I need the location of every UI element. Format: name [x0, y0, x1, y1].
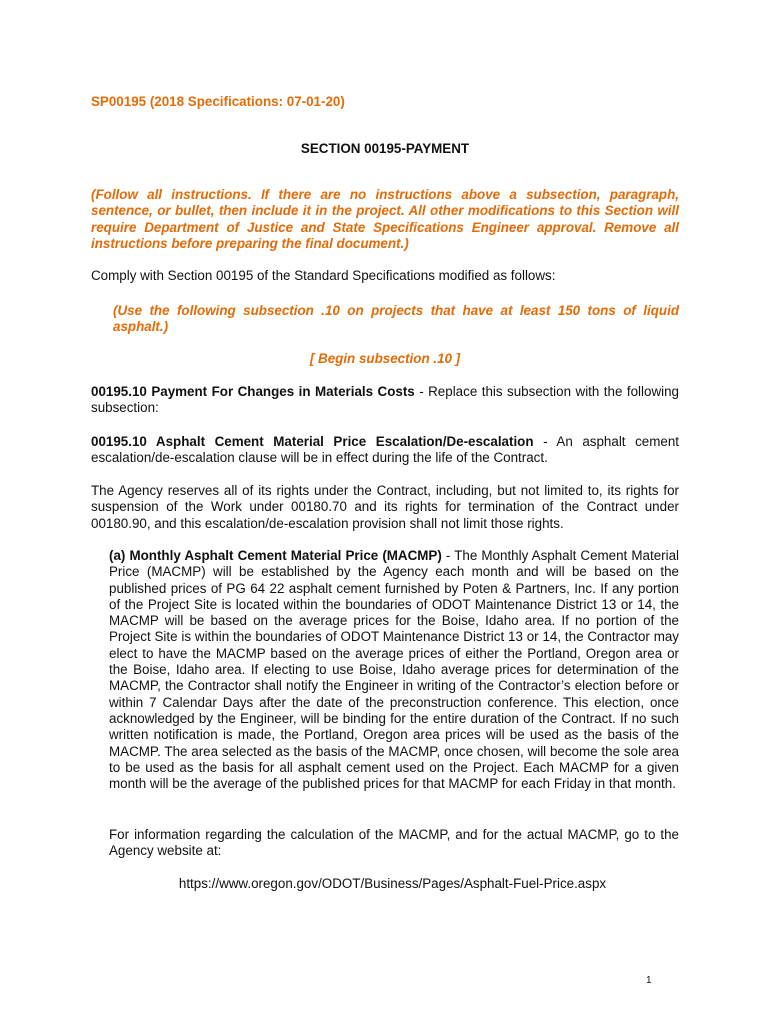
info-text: For information regarding the calculation of the MACMP, and for the actual MACMP, go to the Agency website at: [109, 827, 679, 859]
info-paragraph [109, 827, 679, 860]
intro-paragraph [91, 268, 679, 284]
rights-text: The Agency reserves all of its rights under the Contract, including, but not limited to, its rights for suspension of the Work under 00180.70 and its rights for termination of the Contract under 00180.90, and this escalation/de-escalation provision shall not limit those rights. [91, 483, 679, 531]
intro-text: Comply with Section 00195 of the Standard Specifications modified as follows: [91, 268, 556, 283]
replace-subsection-paragraph [91, 384, 679, 417]
subsection-instructions [113, 303, 679, 336]
begin-subsection-marker [0, 351, 770, 367]
agency-website-url[interactable]: https://www.oregon.gov/ODOT/Business/Pages/Asphalt-Fuel-Price.aspx [178, 876, 607, 891]
spec-code-header: SP00195 (2018 Specifications: 07-01-20) [91, 94, 345, 109]
general-instructions-text: (Follow all instructions. If there are no instructions above a subsection, paragraph, sentence, or bullet, then include it in the project. All other modifications to this Section will require Department of Justice and State Specifications Engineer approval. Remove all instructions before preparing the final document.) [91, 187, 679, 251]
replace-subsection-heading: 00195.10 Payment For Changes in Materials Costs [91, 384, 415, 399]
replace-subsection-text: - Replace this subsection with the following subsection: [91, 384, 679, 416]
macmp-heading: (a) Monthly Asphalt Cement Material Price (MACMP) [109, 548, 442, 563]
section-title: SECTION 00195-PAYMENT [300, 141, 470, 156]
macmp-paragraph [109, 548, 679, 792]
rights-paragraph [91, 483, 679, 532]
page-number: 1 [646, 975, 652, 986]
macmp-text: - The Monthly Asphalt Cement Material Price (MACMP) will be established by the Agency each month and will be based on the published prices of PG 64 22 asphalt cement furnished by Poten & Partners, Inc. If any portion of the Project Site is located within the boundaries of ODOT Maintenance District 13 or 14, the MACMP will be based on the average prices for the Boise, Idaho area. If no portion of the Project Site is within the boundaries of ODOT Maintenance District 13 or 14, the Contractor may elect to have the MACMP based on the average prices of either the Portland, Oregon area or the Boise, Idaho area. If electing to use Boise, Idaho average prices for determination of the MACMP, the Contractor shall notify the Engineer in writing of the Contractor’s election before or within 7 Calendar Days after the date of the preconstruction conference. This election, once acknowledged by the Engineer, will be binding for the entire duration of the Contract. If no such written notification is made, the Portland, Oregon area prices will be used as the basis of the MACMP. The area selected as the basis of the MACMP, once chosen, will become the sole area to be used as the basis for all asphalt cement used on the Project. Each MACMP for a given month will be the average of the published prices for that MACMP for each Friday in that month. [109, 548, 679, 792]
begin-subsection-text: [ Begin subsection .10 ] [309, 351, 461, 366]
general-instructions [91, 187, 679, 252]
escalation-heading: 00195.10 Asphalt Cement Material Price Escalation/De-escalation [91, 434, 534, 449]
escalation-text: - An asphalt cement escalation/de-escalation clause will be in effect during the life of the Contract. [91, 434, 680, 466]
escalation-paragraph [91, 434, 679, 467]
subsection-instructions-text: (Use the following subsection .10 on projects that have at least 150 tons of liquid asphalt.) [113, 303, 679, 335]
